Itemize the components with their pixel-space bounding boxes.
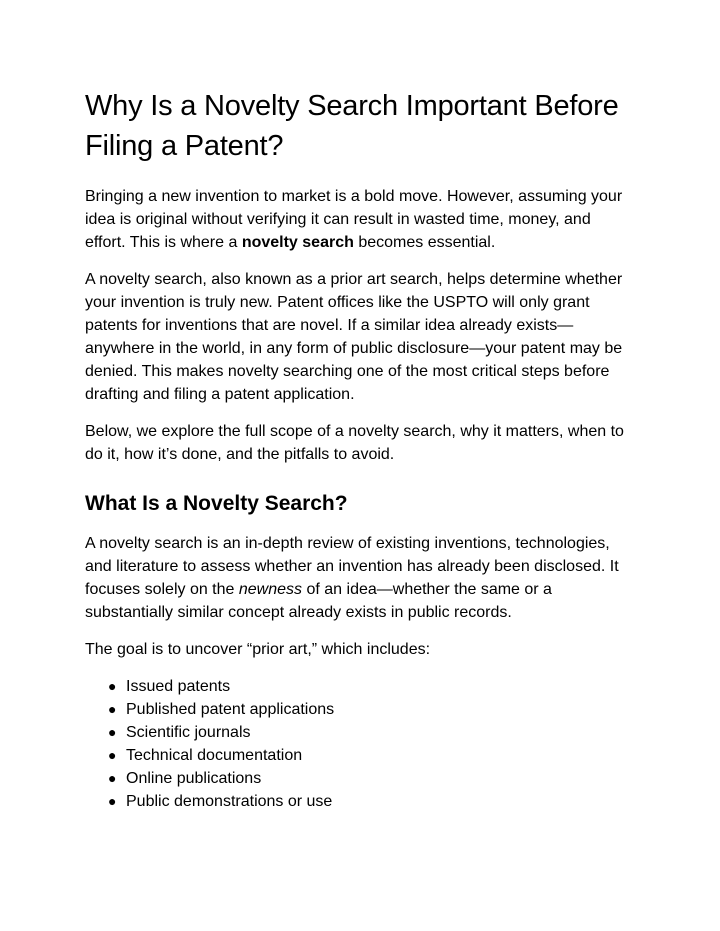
description-text-end: of an idea—whether the same or a substantially similar concept already exists in public records.	[85, 581, 552, 621]
list-item-text: Technical documentation	[126, 747, 303, 764]
bullet-icon: ●	[108, 678, 117, 694]
intro-bold-term: novelty search	[241, 234, 354, 251]
list-item-text: Public demonstrations or use	[126, 793, 333, 810]
intro-text-start: Bringing a new invention to market is a bold move. However, assuming your idea is original without verifying it can result in wasted time, money, and effort. This is where a	[85, 188, 623, 251]
list-item	[85, 744, 635, 767]
novelty-search-description	[85, 532, 635, 624]
description-text-start: A novelty search is an in-depth review of existing inventions, technologies, and literature to assess whether an invention has already been disclosed. It focuses solely on the	[85, 535, 619, 598]
list-item	[85, 721, 635, 744]
list-item-text: Issued patents	[126, 678, 231, 695]
list-item-text: Published patent applications	[126, 701, 335, 718]
list-item-text: Online publications	[126, 770, 262, 787]
list-item-text: Scientific journals	[126, 724, 251, 741]
intro-text-end: becomes essential.	[353, 234, 496, 251]
prior-art-list	[85, 675, 635, 813]
bullet-icon: ●	[108, 724, 117, 740]
overview-paragraph: Below, we explore the full scope of a novelty search, why it matters, when to do it, how it’s done, and the pitfalls to avoid.	[85, 423, 624, 463]
bullet-icon: ●	[108, 701, 117, 717]
novelty-definition-paragraph: A novelty search, also known as a prior art search, helps determine whether your invention is truly new. Patent offices like the USPTO will only grant patents for inventions that are novel. If a similar idea already exists—anywhere in the world, in any form of public disclosure—your patent may be denied. This makes novelty searching one of the most critical steps before drafting and filing a patent application.	[85, 271, 623, 403]
bullet-icon: ●	[108, 770, 117, 786]
description-italic-term: newness	[238, 581, 303, 598]
intro-paragraph	[85, 185, 635, 254]
bullet-icon: ●	[108, 793, 117, 809]
prior-art-intro: The goal is to uncover “prior art,” which includes:	[85, 641, 431, 658]
page-title: Why Is a Novelty Search Important Before Filing a Patent?	[85, 90, 619, 162]
bullet-icon: ●	[108, 747, 117, 763]
list-item	[85, 698, 635, 721]
section-heading: What Is a Novelty Search?	[85, 492, 348, 515]
list-item	[85, 790, 635, 813]
list-item	[85, 675, 635, 698]
list-item	[85, 767, 635, 790]
